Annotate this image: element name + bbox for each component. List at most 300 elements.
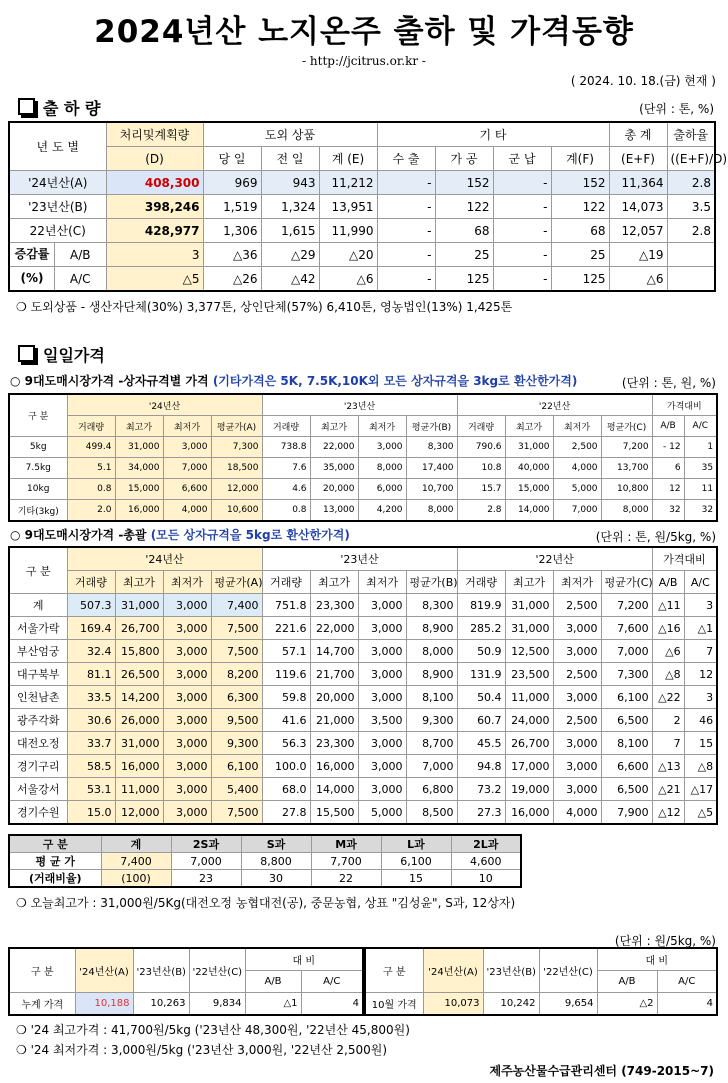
- cell: 131.9: [457, 663, 505, 686]
- cell: 7,200: [601, 437, 652, 458]
- row-label: 22년산(C): [9, 219, 106, 243]
- cell: △11: [652, 594, 684, 617]
- cell: 56.3: [262, 732, 310, 755]
- col-avgB: 평균가(B): [406, 416, 457, 437]
- cell: -: [493, 219, 551, 243]
- cell: 10,263: [133, 993, 189, 1016]
- cell: 8,300: [406, 594, 457, 617]
- oct-y22: '22년산(C): [539, 948, 597, 993]
- cell: 8,000: [406, 640, 457, 663]
- cell: 12: [684, 663, 717, 686]
- cell: 7,300: [211, 437, 262, 458]
- oct-ac: A/C: [657, 971, 717, 993]
- table-row: [9, 709, 717, 732]
- cell: 1,615: [261, 219, 319, 243]
- daily-section-title: [18, 343, 105, 366]
- size-col: L과: [381, 835, 451, 853]
- col-max: 최고가: [115, 416, 163, 437]
- cell: 122: [551, 195, 609, 219]
- cell: 6,100: [381, 853, 451, 870]
- cum-y24: '24년산(A): [75, 948, 133, 993]
- cell: 3,000: [358, 663, 406, 686]
- cell: △12: [652, 801, 684, 825]
- cell: 3: [684, 594, 717, 617]
- cell: 152: [551, 171, 609, 195]
- table-row: [9, 993, 363, 1016]
- cell: 3,000: [163, 686, 211, 709]
- cell: 34,000: [115, 458, 163, 479]
- cell: 32.4: [67, 640, 115, 663]
- cell: 10,600: [211, 500, 262, 522]
- row-label: 서울가락: [9, 617, 67, 640]
- cell: -: [377, 243, 435, 267]
- col-rate: 출하율: [667, 122, 715, 147]
- cell: 9,300: [211, 732, 262, 755]
- cell: 50.4: [457, 686, 505, 709]
- cell: 10,073: [423, 993, 483, 1016]
- cell: △17: [684, 778, 717, 801]
- cell: 6,300: [211, 686, 262, 709]
- col-min: 최저가: [553, 416, 601, 437]
- col-avgA: 평균가(A): [211, 571, 262, 594]
- october-price-table: [364, 947, 718, 1016]
- cell: 12,000: [211, 479, 262, 500]
- cell: 1: [684, 437, 717, 458]
- cell: 11,212: [319, 171, 377, 195]
- cell: (100): [101, 870, 171, 888]
- cell: △1: [245, 993, 301, 1016]
- cell: 751.8: [262, 594, 310, 617]
- cell: 3,000: [553, 617, 601, 640]
- cell: 40,000: [505, 458, 553, 479]
- cell: 8,800: [241, 853, 311, 870]
- col-max: 최고가: [310, 571, 358, 594]
- total-title-text: ○ 9대도매시장가격 -총괄: [10, 528, 147, 542]
- cell: △20: [319, 243, 377, 267]
- cell: 10: [451, 870, 521, 888]
- cell: 7,700: [311, 853, 381, 870]
- cell: 12,000: [115, 801, 163, 825]
- cell: 30.6: [67, 709, 115, 732]
- site-url[interactable]: - http://jcitrus.or.kr -: [302, 54, 426, 68]
- cell: △26: [203, 267, 261, 292]
- cell: 125: [551, 267, 609, 292]
- cell: 969: [203, 171, 261, 195]
- cell: 6,000: [358, 479, 406, 500]
- size-row-label: 평 균 가: [9, 853, 101, 870]
- col-min: 최저가: [358, 571, 406, 594]
- col-min: 최저가: [163, 416, 211, 437]
- diff-sub-label: A/C: [69, 271, 91, 286]
- cell: 68: [435, 219, 493, 243]
- cum-y23: '23년산(B): [133, 948, 189, 993]
- cell: 6,800: [406, 778, 457, 801]
- cell: △6: [319, 267, 377, 292]
- row-label: 5kg: [9, 437, 67, 458]
- cell: 7,000: [601, 640, 652, 663]
- cell: 8,300: [406, 437, 457, 458]
- diff-label: 증감률: [10, 243, 55, 266]
- cell: 169.4: [67, 617, 115, 640]
- cell: 2,500: [553, 709, 601, 732]
- cell: 507.3: [67, 594, 115, 617]
- max-price-note: ❍ '24 최고가격 : 41,700원/5kg ('23년산 48,300원, '22년산 45,800원): [16, 1023, 410, 1037]
- row-label: 대구북부: [9, 663, 67, 686]
- cell: 23,300: [310, 594, 358, 617]
- cell: △16: [652, 617, 684, 640]
- cell: 1,324: [261, 195, 319, 219]
- col-avgB: 평균가(B): [406, 571, 457, 594]
- cell: -: [493, 267, 551, 292]
- cell: 0.8: [262, 500, 310, 522]
- cell: 3,000: [358, 732, 406, 755]
- row-label: 10kg: [9, 479, 67, 500]
- cell: 7,300: [601, 663, 652, 686]
- cell: 11: [684, 479, 717, 500]
- cell: 25: [551, 243, 609, 267]
- size-col: 구 분: [9, 835, 101, 853]
- cell: △36: [203, 243, 261, 267]
- cell: 20,000: [310, 686, 358, 709]
- cell: 59.8: [262, 686, 310, 709]
- checkbox-icon: [18, 345, 35, 362]
- cell: 119.6: [262, 663, 310, 686]
- col-vol: 거래량: [457, 571, 505, 594]
- row-label: '24년산(A): [9, 171, 106, 195]
- row-label: '23년산(B): [9, 195, 106, 219]
- cell: 3,000: [553, 686, 601, 709]
- cell: 35,000: [310, 458, 358, 479]
- cell: 14,700: [310, 640, 358, 663]
- cell: 16,000: [115, 500, 163, 522]
- cell: [667, 243, 715, 267]
- table-row: [9, 594, 717, 617]
- cell: 7,000: [171, 853, 241, 870]
- cell: 10,800: [601, 479, 652, 500]
- cell: △1: [684, 617, 717, 640]
- cell: 26,700: [115, 617, 163, 640]
- cell: 7,400: [101, 853, 171, 870]
- row-label: 광주각화: [9, 709, 67, 732]
- cell: 2,500: [553, 594, 601, 617]
- col-today: 당 일: [203, 147, 261, 171]
- total-price-table: [8, 546, 718, 825]
- cell: 3,500: [358, 709, 406, 732]
- cell: 13,700: [601, 458, 652, 479]
- shipment-title-text: 출 하 량: [43, 99, 101, 118]
- col-y22: '22년산: [457, 394, 652, 416]
- cell: 20,000: [310, 479, 358, 500]
- cell: 11,000: [115, 778, 163, 801]
- cell: 12,057: [609, 219, 667, 243]
- cell: 3,000: [358, 617, 406, 640]
- checkbox-icon: [18, 98, 35, 115]
- cell: 4,000: [163, 500, 211, 522]
- cell: 12: [652, 479, 684, 500]
- cell: 15,000: [115, 479, 163, 500]
- cell: 31,000: [505, 594, 553, 617]
- oct-y23: '23년산(B): [483, 948, 539, 993]
- cell: 17,400: [406, 458, 457, 479]
- col-min: 최저가: [163, 571, 211, 594]
- col-min: 최저가: [358, 416, 406, 437]
- col-y24: '24년산: [67, 394, 262, 416]
- cell: 24,000: [505, 709, 553, 732]
- col-plan: 처리및계획량: [106, 122, 203, 147]
- cell: 2: [652, 709, 684, 732]
- total-unit: (단위 : 톤, 원/5kg, %): [595, 530, 716, 544]
- cell: 15: [381, 870, 451, 888]
- cell: -: [493, 171, 551, 195]
- cell: 46: [684, 709, 717, 732]
- cell: △8: [652, 663, 684, 686]
- table-row: [9, 267, 715, 292]
- cell: -: [377, 219, 435, 243]
- size-col: S과: [241, 835, 311, 853]
- cell: 18,500: [211, 458, 262, 479]
- row-label: 7.5kg: [9, 458, 67, 479]
- oct-ab: A/B: [597, 971, 657, 993]
- cum-y22: '22년산(C): [189, 948, 245, 993]
- col-max: 최고가: [505, 416, 553, 437]
- cell: 16,000: [115, 755, 163, 778]
- cell: 14,000: [310, 778, 358, 801]
- col-gubun: 구 분: [9, 547, 67, 594]
- spec-unit: (단위 : 톤, 원, %): [621, 376, 716, 390]
- cell: 12,500: [505, 640, 553, 663]
- cell: 3,000: [553, 640, 601, 663]
- cell: - 12: [652, 437, 684, 458]
- cumulative-unit: (단위 : 원/5kg, %): [614, 934, 716, 948]
- cell: 17,000: [505, 755, 553, 778]
- cell: 3,000: [163, 617, 211, 640]
- cum-label: 누계 가격: [9, 993, 75, 1016]
- cell: 4,600: [451, 853, 521, 870]
- cell: 73.2: [457, 778, 505, 801]
- spec-note: (기타가격은 5K, 7.5K,10K외 모든 상자규격을 3kg로 환산한가격): [212, 374, 578, 388]
- cell: △2: [597, 993, 657, 1016]
- cell: 3,000: [163, 801, 211, 825]
- cell: 3,000: [163, 778, 211, 801]
- cell: 3,000: [553, 755, 601, 778]
- cell: 100.0: [262, 755, 310, 778]
- cell: 8,000: [358, 458, 406, 479]
- col-total: 총 계: [609, 122, 667, 147]
- cell: 10.8: [457, 458, 505, 479]
- col-max: 최고가: [115, 571, 163, 594]
- cell: 6,500: [601, 709, 652, 732]
- table-row: [9, 732, 717, 755]
- cell: 7,400: [211, 594, 262, 617]
- cell: 4: [301, 993, 363, 1016]
- oct-cmp: 대 비: [597, 948, 717, 971]
- table-row: [9, 801, 717, 825]
- col-process: 가 공: [435, 147, 493, 171]
- cell: 8,700: [406, 732, 457, 755]
- size-col: 2S과: [171, 835, 241, 853]
- spec-title: [10, 372, 577, 389]
- cell: 7: [652, 732, 684, 755]
- cell: 819.9: [457, 594, 505, 617]
- table-row: [9, 458, 717, 479]
- col-cmp: 가격대비: [652, 394, 717, 416]
- cell: 2.8: [457, 500, 505, 522]
- cell: 3,000: [553, 778, 601, 801]
- col-avgC: 평균가(C): [601, 416, 652, 437]
- today-high-note: ❍ 오늘최고가 : 31,000원/5Kg(대전오정 농협대전(공), 중문농협, 상표 "김성윤", S과, 12상자): [16, 896, 516, 910]
- cell: 22,000: [310, 617, 358, 640]
- size-col: 2L과: [451, 835, 521, 853]
- cell: 19,000: [505, 778, 553, 801]
- total-title: [10, 526, 350, 543]
- cell: 9,500: [211, 709, 262, 732]
- col-sum-f: 계(F): [551, 147, 609, 171]
- cell: -: [493, 195, 551, 219]
- col-y23: '23년산: [262, 547, 457, 571]
- cum-gubun: 구 분: [9, 948, 75, 993]
- cell: 21,700: [310, 663, 358, 686]
- cell: 408,300: [106, 171, 203, 195]
- cell: 26,500: [115, 663, 163, 686]
- col-y24: '24년산: [67, 547, 262, 571]
- cell: 23,500: [505, 663, 553, 686]
- cell: 16,000: [310, 755, 358, 778]
- table-row: [9, 778, 717, 801]
- cell: 3,000: [358, 437, 406, 458]
- cell: 14,073: [609, 195, 667, 219]
- cell: 3,000: [163, 594, 211, 617]
- cell: 7,000: [553, 500, 601, 522]
- col-ac: A/C: [684, 571, 717, 594]
- cell: 125: [435, 267, 493, 292]
- table-row: [9, 500, 717, 522]
- cell: 943: [261, 171, 319, 195]
- cell: 4,200: [358, 500, 406, 522]
- cell: △21: [652, 778, 684, 801]
- cell: △6: [652, 640, 684, 663]
- row-label: 인천남촌: [9, 686, 67, 709]
- cell: 14,200: [115, 686, 163, 709]
- cell: 8,500: [406, 801, 457, 825]
- cell: 11,000: [505, 686, 553, 709]
- cell: 8,000: [601, 500, 652, 522]
- cell: 3,000: [358, 686, 406, 709]
- cell: 7,000: [406, 755, 457, 778]
- outside-note: ❍ 도외상품 - 생산자단체(30%) 3,377톤, 상인단체(57%) 6,410톤, 영농법인(13%) 1,425톤: [16, 300, 513, 314]
- cell: 31,000: [505, 617, 553, 640]
- cell: 3,000: [358, 755, 406, 778]
- cell: 30: [241, 870, 311, 888]
- col-other: 기 타: [377, 122, 609, 147]
- cell: 8,200: [211, 663, 262, 686]
- cell: 10,242: [483, 993, 539, 1016]
- cell: 7,500: [211, 801, 262, 825]
- cell: 68.0: [262, 778, 310, 801]
- cell: 3,000: [163, 732, 211, 755]
- cell: 122: [435, 195, 493, 219]
- cell: 45.5: [457, 732, 505, 755]
- col-min: 최저가: [553, 571, 601, 594]
- cell: 4.6: [262, 479, 310, 500]
- cell: 94.8: [457, 755, 505, 778]
- row-label: 서울강서: [9, 778, 67, 801]
- diff-label-cell: [9, 243, 106, 267]
- table-row: [9, 437, 717, 458]
- cell: △42: [261, 267, 319, 292]
- cell: 2.8: [667, 219, 715, 243]
- cell: 5.1: [67, 458, 115, 479]
- cum-ab: A/B: [245, 971, 301, 993]
- col-max: 최고가: [505, 571, 553, 594]
- cell: 13,000: [310, 500, 358, 522]
- cell: 6,100: [211, 755, 262, 778]
- cell: 790.6: [457, 437, 505, 458]
- size-col: M과: [311, 835, 381, 853]
- cell: 7,500: [211, 617, 262, 640]
- cell: 3,000: [358, 778, 406, 801]
- cell: 4: [657, 993, 717, 1016]
- cell: 1,306: [203, 219, 261, 243]
- cell: -: [377, 195, 435, 219]
- table-row: [9, 171, 715, 195]
- table-row: [9, 686, 717, 709]
- cell: △8: [684, 755, 717, 778]
- cell: △5: [684, 801, 717, 825]
- cell: 3,000: [553, 732, 601, 755]
- cell: 8,000: [406, 500, 457, 522]
- cell: 499.4: [67, 437, 115, 458]
- col-vol: 거래량: [67, 571, 115, 594]
- col-plan-sub: (D): [106, 147, 203, 171]
- col-y22: '22년산: [457, 547, 652, 571]
- col-export: 수 출: [377, 147, 435, 171]
- col-ac: A/C: [684, 416, 717, 437]
- cell: 4,000: [553, 801, 601, 825]
- cell: 9,654: [539, 993, 597, 1016]
- col-max: 최고가: [310, 416, 358, 437]
- cell: 5,400: [211, 778, 262, 801]
- cumulative-price-table: [8, 947, 364, 1016]
- col-cmp: 가격대비: [652, 547, 717, 571]
- cell: 10,188: [75, 993, 133, 1016]
- cell: △13: [652, 755, 684, 778]
- cell: 11,990: [319, 219, 377, 243]
- col-avgA: 평균가(A): [211, 416, 262, 437]
- cell: -: [493, 243, 551, 267]
- cell: 21,000: [310, 709, 358, 732]
- cell: 60.7: [457, 709, 505, 732]
- diff-label: (%): [10, 267, 55, 290]
- report-date: ( 2024. 10. 18.(금) 현재 ): [570, 74, 716, 88]
- cell: 6,500: [601, 778, 652, 801]
- cell: 58.5: [67, 755, 115, 778]
- cell: 8,100: [406, 686, 457, 709]
- oct-label: 10월 가격: [365, 993, 423, 1016]
- shipment-table: [8, 121, 728, 292]
- cell: 6: [652, 458, 684, 479]
- cell: 27.8: [262, 801, 310, 825]
- cell: -: [377, 171, 435, 195]
- cell: △19: [609, 243, 667, 267]
- cell: 31,000: [115, 732, 163, 755]
- row-label: 부산엄궁: [9, 640, 67, 663]
- oct-gubun: 구 분: [365, 948, 423, 993]
- cell: 221.6: [262, 617, 310, 640]
- cell: 7,600: [601, 617, 652, 640]
- spec-price-table: [8, 393, 718, 522]
- row-label: 경기구리: [9, 755, 67, 778]
- cell: -: [377, 267, 435, 292]
